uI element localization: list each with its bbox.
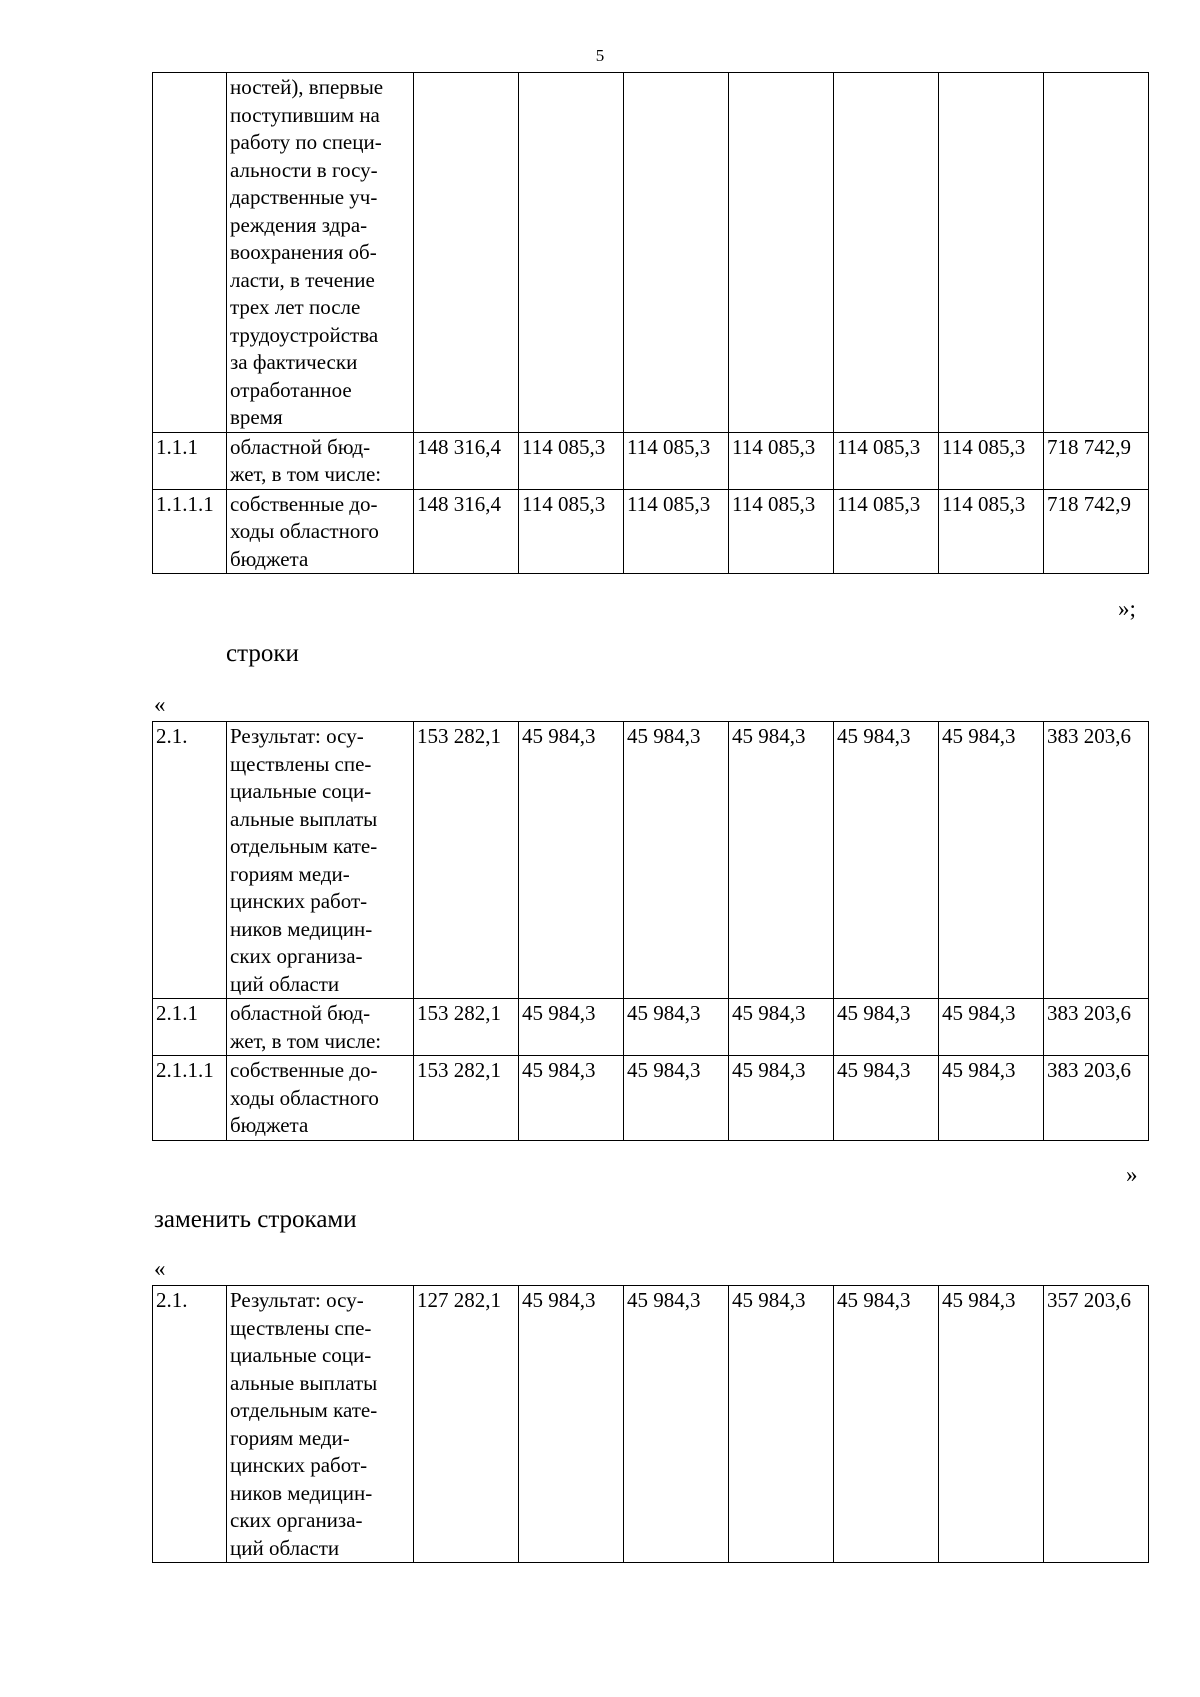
value-cell <box>414 73 519 433</box>
closing-quote: »; <box>1118 596 1136 621</box>
value-cell: 45 984,3 <box>834 1286 939 1563</box>
page-number: 5 <box>595 46 605 65</box>
row-code: 2.1.1 <box>153 999 227 1056</box>
row-description: областной бюд- жет, в том числе: <box>227 432 414 489</box>
total-cell: 357 203,6 <box>1044 1286 1149 1563</box>
value-cell: 45 984,3 <box>624 999 729 1056</box>
value-cell: 45 984,3 <box>939 1056 1044 1141</box>
value-cell: 114 085,3 <box>834 432 939 489</box>
label-stroki: строки <box>226 640 299 667</box>
budget-table-3 <box>152 1285 1149 1563</box>
value-cell: 114 085,3 <box>519 489 624 574</box>
row-description: собственные до- ходы областного бюджета <box>227 1056 414 1141</box>
row-description: Результат: осу- ществлены спе- циальные соци- альные выплаты отдельным кате- гориям меди- цинских работ- ников медицин- ских организа- ций области <box>227 1286 414 1563</box>
total-cell: 383 203,6 <box>1044 1056 1149 1141</box>
value-cell: 114 085,3 <box>729 432 834 489</box>
value-cell: 45 984,3 <box>939 999 1044 1056</box>
row-description: собственные до- ходы областного бюджета <box>227 489 414 574</box>
value-cell: 114 085,3 <box>939 489 1044 574</box>
value-cell: 45 984,3 <box>519 1056 624 1141</box>
table-row <box>153 489 1149 574</box>
value-cell: 45 984,3 <box>519 722 624 999</box>
value-cell: 148 316,4 <box>414 489 519 574</box>
value-cell: 45 984,3 <box>729 722 834 999</box>
row-code <box>153 73 227 433</box>
value-cell: 114 085,3 <box>519 432 624 489</box>
value-cell: 153 282,1 <box>414 999 519 1056</box>
value-cell <box>729 73 834 433</box>
row-code: 2.1.1.1 <box>153 1056 227 1141</box>
total-cell: 718 742,9 <box>1044 489 1149 574</box>
row-description: Результат: осу- ществлены спе- циальные соци- альные выплаты отдельным кате- гориям меди- цинских работ- ников медицин- ских организа- ций области <box>227 722 414 999</box>
value-cell: 45 984,3 <box>939 722 1044 999</box>
budget-table-1 <box>152 72 1149 574</box>
table-row <box>153 722 1149 999</box>
value-cell: 114 085,3 <box>729 489 834 574</box>
row-description: ностей), впервые поступившим на работу по специ- альности в госу- дарственные уч- реждения здра- воохранения об- ласти, в течение трех лет после трудоустройства за фактически отработанное время <box>227 73 414 433</box>
table-row <box>153 73 1149 433</box>
row-code: 2.1. <box>153 722 227 999</box>
value-cell: 45 984,3 <box>519 999 624 1056</box>
table-row <box>153 432 1149 489</box>
table-row <box>153 999 1149 1056</box>
table-row <box>153 1056 1149 1141</box>
total-cell: 718 742,9 <box>1044 432 1149 489</box>
value-cell: 45 984,3 <box>729 1286 834 1563</box>
value-cell: 153 282,1 <box>414 1056 519 1141</box>
value-cell: 45 984,3 <box>834 722 939 999</box>
value-cell: 45 984,3 <box>519 1286 624 1563</box>
value-cell: 45 984,3 <box>624 1286 729 1563</box>
value-cell <box>939 73 1044 433</box>
budget-table-2 <box>152 721 1149 1141</box>
opening-quote: « <box>154 692 166 717</box>
value-cell: 45 984,3 <box>624 722 729 999</box>
value-cell: 45 984,3 <box>729 999 834 1056</box>
row-description: областной бюд- жет, в том числе: <box>227 999 414 1056</box>
value-cell <box>624 73 729 433</box>
row-code: 1.1.1.1 <box>153 489 227 574</box>
table-row <box>153 1286 1149 1563</box>
value-cell: 127 282,1 <box>414 1286 519 1563</box>
total-cell: 383 203,6 <box>1044 999 1149 1056</box>
value-cell: 114 085,3 <box>834 489 939 574</box>
value-cell: 148 316,4 <box>414 432 519 489</box>
label-replace: заменить строками <box>154 1206 357 1233</box>
total-cell <box>1044 73 1149 433</box>
value-cell: 45 984,3 <box>834 1056 939 1141</box>
row-code: 2.1. <box>153 1286 227 1563</box>
value-cell: 114 085,3 <box>939 432 1044 489</box>
value-cell <box>519 73 624 433</box>
total-cell: 383 203,6 <box>1044 722 1149 999</box>
value-cell: 45 984,3 <box>729 1056 834 1141</box>
value-cell: 153 282,1 <box>414 722 519 999</box>
value-cell: 45 984,3 <box>834 999 939 1056</box>
value-cell: 114 085,3 <box>624 432 729 489</box>
value-cell: 45 984,3 <box>624 1056 729 1141</box>
closing-quote: » <box>1126 1162 1138 1187</box>
row-code: 1.1.1 <box>153 432 227 489</box>
value-cell: 45 984,3 <box>939 1286 1044 1563</box>
value-cell: 114 085,3 <box>624 489 729 574</box>
opening-quote: « <box>154 1256 166 1281</box>
value-cell <box>834 73 939 433</box>
